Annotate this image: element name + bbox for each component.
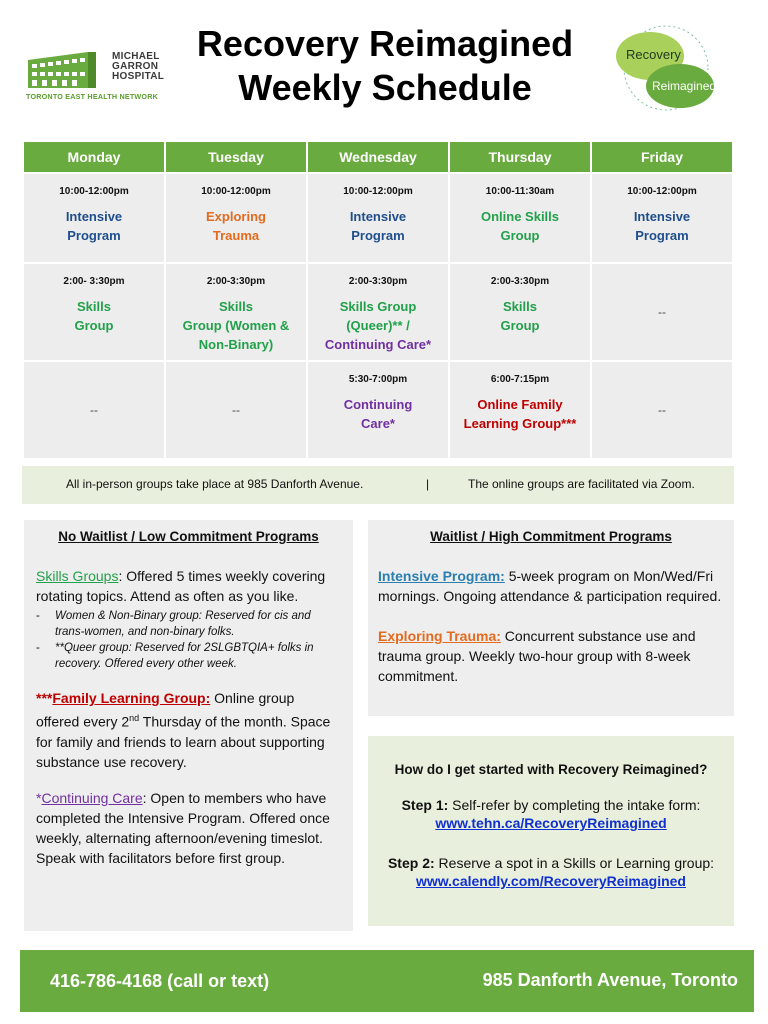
empty-slot: -- [658, 305, 666, 319]
session-name: Skills Group (Women & Non-Binary) [182, 299, 290, 352]
note-separator: | [426, 477, 430, 491]
table-row [24, 360, 732, 458]
session-time: 2:00- 3:30pm [63, 276, 125, 287]
step-2: Step 2: Reserve a spot in a Skills or Learning group: [387, 855, 715, 871]
schedule-cell [166, 264, 308, 360]
session-name: Skills Group [74, 299, 114, 333]
get-started-heading: How do I get started with Recovery Reimagined? [394, 762, 708, 777]
session-time: 10:00-11:30am [485, 186, 555, 197]
exploring-trauma-description: Exploring Trauma: Concurrent substance use and trauma group. Weekly two-hour group with 8-week commitment. [378, 628, 696, 684]
phone-number: 416-786-4168 (call or text) [50, 971, 270, 991]
empty-slot: -- [90, 403, 98, 417]
hospital-name: MICHAEL GARRON HOSPITAL [112, 51, 165, 82]
schedule-cell [24, 362, 166, 458]
session-time: 6:00-7:15pm [490, 374, 550, 385]
session-name: Exploring Trauma [206, 209, 266, 243]
empty-slot: -- [232, 403, 240, 417]
day-header: Wednesday [308, 142, 450, 172]
table-row [24, 262, 732, 360]
schedule-cell [450, 264, 592, 360]
schedule-header-row [24, 142, 732, 172]
step-1: Step 1: Self-refer by completing the intake form: [401, 797, 701, 813]
location-note [22, 466, 734, 504]
page-title: Recovery Reimagined Weekly Schedule [196, 23, 574, 108]
in-person-note: All in-person groups take place at 985 Danforth Avenue. [66, 477, 364, 491]
hospital-building-icon [26, 50, 102, 90]
continuing-care-description: *Continuing Care: Open to members who have completed the Intensive Program. Offered once weekly, alternating afternoon/evening timeslot. Speak with facilitators before first group. [36, 789, 330, 866]
empty-slot: -- [658, 403, 666, 417]
schedule-cell [308, 362, 450, 458]
schedule-cell [450, 174, 592, 262]
session-time: 10:00-12:00pm [59, 186, 129, 197]
logo-blobs-icon [614, 20, 724, 116]
intensive-program-label: Intensive Program: [378, 568, 505, 584]
schedule-cell [592, 362, 732, 458]
table-row [24, 172, 732, 262]
session-time: 2:00-3:30pm [490, 276, 550, 287]
list-item: - Women & Non-Binary group: Reserved for cis and trans-women, and non-binary folks. [36, 608, 341, 640]
schedule-body [24, 172, 732, 458]
session-time: 10:00-12:00pm [343, 186, 413, 197]
day-header: Monday [24, 142, 166, 172]
exploring-trauma-label: Exploring Trauma: [378, 628, 501, 644]
schedule-cell [592, 264, 732, 360]
session-name: Online Family Learning Group*** [463, 397, 577, 431]
waitlist-heading: Waitlist / High Commitment Programs [430, 529, 672, 544]
continuing-care-label: Continuing Care [41, 789, 143, 806]
recovery-reimagined-logo [614, 20, 724, 116]
get-started-box [368, 736, 734, 926]
session-time: 10:00-12:00pm [201, 186, 271, 197]
session-name: Intensive Program [633, 209, 691, 243]
footer-address: 985 Danforth Avenue, Toronto [482, 970, 738, 990]
schedule-cell [166, 174, 308, 262]
family-learning-label: Family Learning Group: [52, 690, 211, 706]
session-name: Intensive Program [65, 209, 123, 243]
skills-groups-description: Skills Groups: Offered 5 times weekly covering rotating topics. Attend as often as you like. [36, 568, 326, 604]
intensive-program-description: Intensive Program: 5-week program on Mon/Wed/Fri mornings. Ongoing attendance & participation required. [378, 568, 722, 604]
schedule-cell [308, 264, 450, 360]
list-item: - **Queer group: Reserved for 2SLGBTQIA+ folks in recovery. Offered every other week. [36, 640, 341, 672]
session-time: 2:00-3:30pm [348, 276, 408, 287]
day-header: Tuesday [166, 142, 308, 172]
logo-word-reimagined: Reimagined [652, 79, 717, 93]
session-time: 5:30-7:00pm [348, 374, 408, 385]
schedule-cell [592, 174, 732, 262]
session-name: Intensive Program [349, 209, 407, 243]
skills-groups-label: Skills Groups [36, 568, 119, 584]
hospital-tagline: TORONTO EAST HEALTH NETWORK [26, 92, 158, 101]
logo-word-recovery: Recovery [626, 47, 681, 62]
session-name: Skills Group (Queer)** / Continuing Care* [324, 299, 432, 352]
footer-banner [20, 950, 754, 1012]
schedule-cell [166, 362, 308, 458]
family-learning-description: ***Family Learning Group: Online group offered every 2nd Thursday of the month. Space for family and friends to learn about supporting substance use recovery. [36, 690, 331, 770]
session-time: 2:00-3:30pm [206, 276, 266, 287]
schedule-cell [308, 174, 450, 262]
waitlist-box [368, 520, 734, 716]
weekly-schedule-table [24, 142, 732, 458]
header [0, 0, 768, 140]
intake-form-link[interactable]: www.tehn.ca/RecoveryReimagined [435, 815, 667, 831]
session-name: Continuing Care* [343, 397, 413, 431]
no-waitlist-heading: No Waitlist / Low Commitment Programs [58, 529, 319, 544]
day-header: Friday [592, 142, 732, 172]
session-time: 10:00-12:00pm [627, 186, 697, 197]
skills-notes-list [36, 608, 341, 672]
no-waitlist-box [24, 520, 353, 931]
session-name: Skills Group [500, 299, 540, 333]
schedule-cell [24, 264, 166, 360]
hospital-logo [26, 44, 166, 102]
online-note: The online groups are facilitated via Zoom. [468, 477, 695, 491]
schedule-cell [450, 362, 592, 458]
calendly-link[interactable]: www.calendly.com/RecoveryReimagined [416, 873, 686, 889]
day-header: Thursday [450, 142, 592, 172]
session-name: Online Skills Group [480, 209, 560, 243]
schedule-cell [24, 174, 166, 262]
